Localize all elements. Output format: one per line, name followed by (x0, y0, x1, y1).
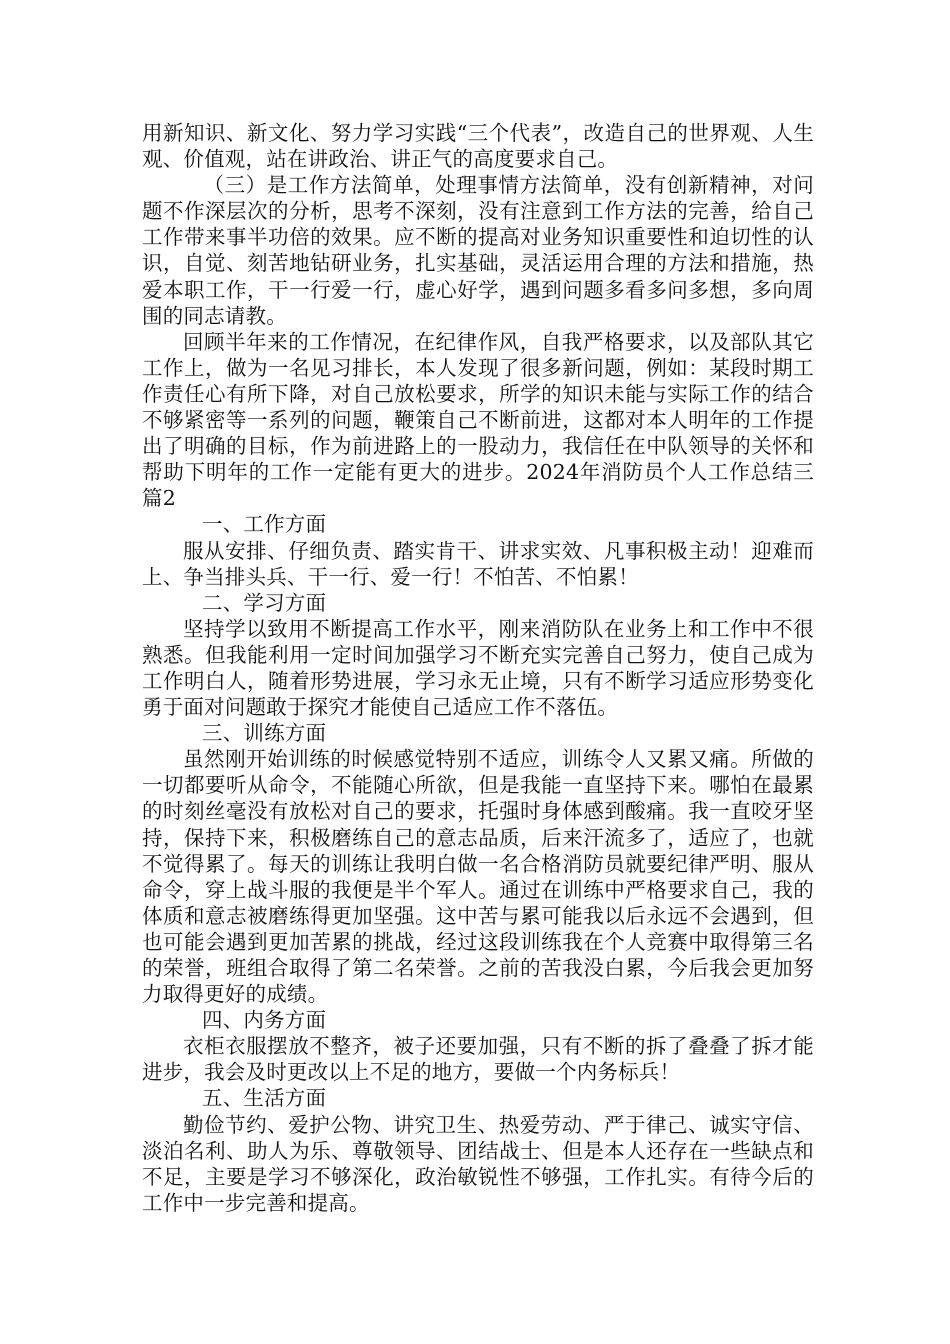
paragraph-housekeeping: 衣柜衣服摆放不整齐，被子还要加强，只有不断的拆了叠叠了拆才能进步，我会及时更改以上不足的地方，要做一个内务标兵！ (142, 1034, 814, 1085)
paragraph-review: 回顾半年来的工作情况，在纪律作风，自我严格要求，以及部队其它工作上，做为一名见习排长，本人发现了很多新问题，例如：某段时期工作责任心有所下降，对自己放松要求，所学的知识未能与实际工作的结合不够紧密等一系列的问题，鞭策自己不断前进，这都对本人明年的工作提出了明确的目标，作为前进路上的一股动力，我信任在中队领导的关怀和帮助下明年的工作一定能有更大的进步。2024年消防员个人工作总结三篇2 (142, 329, 814, 511)
paragraph-work-method: （三）是工作方法简单，处理事情方法简单，没有创新精神，对问题不作深层次的分析，思考不深刻，没有注意到工作方法的完善，给自己工作带来事半功倍的效果。应不断的提高对业务知识重要性和迫切性的认识，自觉、刻苦地钻研业务，扎实基础，灵活运用合理的方法和措施，热爱本职工作，干一行爱一行，虚心好学，遇到问题多看多问多想，多向周围的同志请教。 (142, 173, 814, 328)
paragraph-life: 勤俭节约、爱护公物、讲究卫生、热爱劳动、严于律己、诚实守信、淡泊名利、助人为乐、尊敬领导、团结战士、但是本人还存在一些缺点和不足，主要是学习不够深化，政治敏锐性不够强，工作扎实。有待今后的工作中一步完善和提高。 (142, 1112, 814, 1215)
paragraph-work: 服从安排、仔细负责、踏实肯干、讲求实效、凡事积极主动！迎难而上、争当排头兵、干一行、爱一行！不怕苦、不怕累！ (142, 538, 814, 589)
heading-training: 三、训练方面 (202, 721, 327, 746)
document-body (142, 120, 814, 1216)
heading-life: 五、生活方面 (202, 1086, 327, 1111)
paragraph-training: 虽然刚开始训练的时候感觉特别不适应，训练令人又累又痛。所做的一切都要听从命令，不能随心所欲，但是我能一直坚持下来。哪怕在最累的时刻丝毫没有放松对自己的要求，托强时身体感到酸痛。我一直咬牙坚持，保持下来，积极磨练自己的意志品质，后来汗流多了，适应了，也就不觉得累了。每天的训练让我明白做一名合格消防员就要纪律严明、服从命令，穿上战斗服的我便是半个军人。通过在训练中严格要求自己，我的体质和意志被磨练得更加坚强。这中苦与累可能我以后永远不会遇到，但也可能会遇到更加苦累的挑战，经过这段训练我在个人竞赛中取得第三名的荣誉，班组合取得了第二名荣誉。之前的苦我没白累，今后我会更加努力取得更好的成绩。 (142, 747, 814, 1007)
paragraph-study: 坚持学以致用不断提高工作水平，刚来消防队在业务上和工作中不很熟悉。但我能利用一定时间加强学习不断充实完善自己努力，使自己成为工作明白人，随着形势进展，学习永无止境，只有不断学习适应形势变化勇于面对问题敢于探究才能使自己适应工作不落伍。 (142, 616, 814, 720)
heading-housekeeping: 四、内务方面 (202, 1008, 327, 1033)
heading-work: 一、工作方面 (202, 512, 327, 537)
paragraph-worldview: 用新知识、新文化、努力学习实践“三个代表”，改造自己的世界观、人生观、价值观，站在讲政治、讲正气的高度要求自己。 (142, 121, 814, 172)
heading-study: 二、学习方面 (202, 590, 327, 615)
